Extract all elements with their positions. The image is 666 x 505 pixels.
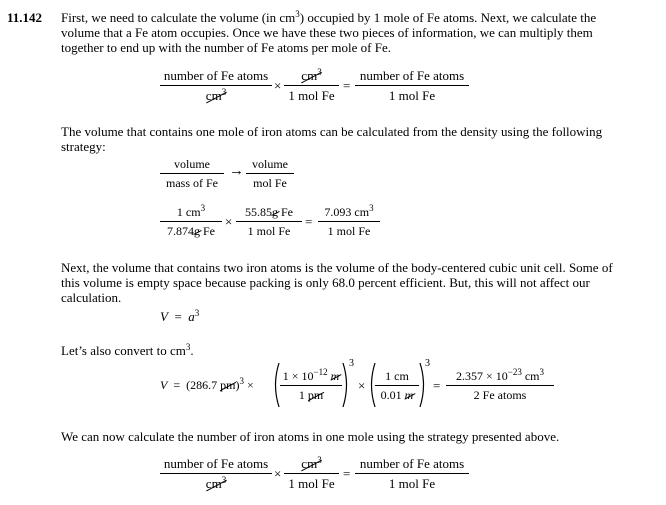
eq2-result: [318, 205, 380, 239]
eq5-f2-num-sup: 3: [317, 455, 322, 465]
strategy-a-denominator: mass of Fe: [166, 176, 218, 190]
strategy-fraction-1: [160, 157, 224, 191]
equals-symbol: =: [343, 78, 351, 93]
eq4-r-num-pre: 2.357 × 10: [455, 369, 508, 383]
intro-line-1-text: First, we need to calculate the volume (in cm: [61, 10, 296, 25]
eq4-f1-den-pre: 1: [298, 388, 308, 402]
eq4-f1-num-sup: −12: [313, 367, 328, 377]
intro-line-3: together to end up with the number of Fe atoms per mole of Fe.: [61, 40, 391, 55]
intro-line-1: [61, 10, 596, 25]
eq2-fraction-2: [236, 205, 302, 239]
para4-text: Let’s also convert to cm: [61, 343, 186, 358]
eq4-base-sup: 3: [239, 376, 244, 386]
eq4-r-num-sup: −23: [507, 367, 522, 377]
eq5-f1-den-sup: 3: [221, 475, 227, 485]
times-symbol: ×: [274, 78, 282, 93]
eq4-v: V: [160, 378, 168, 392]
eq3-lhs: V: [160, 309, 168, 324]
eq2-f2-numerator: [236, 205, 302, 221]
eq4-result: [446, 369, 554, 403]
eq5-fraction-2: [284, 456, 339, 492]
equals-symbol: =: [174, 309, 182, 324]
eq4-f1-num-pre: 1 × 10: [282, 369, 314, 383]
cancel-strike: [206, 476, 226, 492]
eq4-f2-numerator: 1 cm: [385, 369, 409, 383]
eq3-rhs: a: [188, 309, 195, 324]
eq5-f1-denominator: [160, 474, 272, 492]
eq1-f2-denominator: 1 mol Fe: [288, 88, 335, 103]
eq1-fraction-2: [284, 68, 339, 104]
eq4-f2-denominator: [375, 386, 419, 403]
para2-line-2: strategy:: [61, 139, 106, 154]
eq1-f1-denominator: [160, 86, 272, 104]
para3-line-2: this volume is empty space because packing is only 68.0 percent efficient. But, this will not affect our: [61, 275, 590, 290]
eq1-r-denominator: 1 mol Fe: [388, 88, 436, 103]
times-symbol: ×: [225, 214, 233, 229]
eq4-r-numerator: [446, 369, 554, 385]
eq4-fraction-1: [280, 369, 342, 403]
para4-sup: 3: [185, 342, 191, 352]
eq4-f1-exponent: 3: [349, 358, 354, 369]
problem-number: 11.142: [7, 10, 43, 25]
equals-symbol: =: [343, 466, 351, 481]
eq2-f1-num-sup: 3: [200, 203, 206, 213]
strategy-b-denominator: mol Fe: [253, 176, 287, 190]
eq2-f1-denominator: [160, 222, 222, 239]
cancel-strike: pm: [307, 388, 324, 402]
eq4-f1-denominator: [280, 386, 342, 403]
eq2-f2-num-post: Fe: [278, 205, 293, 219]
eq4-base-pre: (286.7: [186, 378, 221, 392]
eq1-f1-den-sup: 3: [221, 87, 227, 97]
strategy-a-numerator: volume: [174, 157, 210, 171]
eq4-r-num-unit-sup: 3: [539, 367, 545, 377]
eq4-f2-den-pre: 0.01: [380, 388, 405, 402]
eq3-rhs-sup: 3: [194, 308, 200, 318]
eq5-r-denominator: 1 mol Fe: [388, 476, 436, 491]
eq4-base-post: ): [235, 378, 240, 392]
eq5-f1-den-text: cm: [205, 476, 222, 491]
eq4-f2-exponent: 3: [425, 358, 430, 369]
strategy-b-numerator: volume: [252, 157, 288, 171]
times-symbol: ×: [274, 466, 282, 481]
eq4-r-denominator: 2 Fe atoms: [473, 388, 527, 402]
equals-symbol: =: [433, 378, 441, 393]
intro-line-2: volume that a Fe atom occupies. Once we have these two pieces of information, we can multiply them: [61, 25, 593, 40]
eq2-f1-den-post: Fe: [200, 224, 215, 238]
eq1-f2-num-sup: 3: [317, 67, 322, 77]
eq5-f2-num-text: cm: [301, 456, 318, 471]
eq2-f1-num-text: 1 cm: [176, 205, 201, 219]
cancel-strike: m: [330, 369, 340, 383]
eq5-result: [355, 456, 469, 492]
strategy-fraction-2: [246, 157, 294, 191]
cancel-strike: [206, 88, 226, 104]
eq3: [160, 309, 199, 324]
cancel-strike: g: [194, 224, 200, 238]
eq1-f2-num-text: cm: [301, 68, 318, 83]
eq2-r-numerator: [318, 205, 380, 221]
times-symbol: ×: [358, 378, 366, 393]
eq2-f1-numerator: [160, 205, 222, 221]
cancel-strike: pm: [220, 378, 236, 392]
times-symbol: ×: [246, 378, 254, 392]
eq5-f1-numerator: number of Fe atoms: [163, 456, 269, 471]
eq5-f2-numerator: [284, 456, 339, 473]
eq1-result: [355, 68, 469, 104]
cancel-strike: [301, 68, 321, 84]
eq4-fraction-2: [375, 369, 419, 403]
eq2-f2-denominator: 1 mol Fe: [247, 224, 291, 238]
eq4-lhs: [160, 378, 254, 393]
eq1-fraction-1: [160, 68, 272, 104]
eq5-fraction-1: [160, 456, 272, 492]
eq5-r-numerator: number of Fe atoms: [359, 456, 465, 471]
eq5-f2-denominator: 1 mol Fe: [288, 476, 335, 491]
para3-line-1: Next, the volume that contains two iron atoms is the volume of the body-centered cubic unit cell. Some of: [61, 260, 613, 275]
eq2-r-denominator: 1 mol Fe: [327, 224, 371, 238]
arrow-icon: →: [229, 163, 244, 179]
eq4-f1-numerator: [280, 369, 342, 385]
equals-symbol: =: [173, 378, 181, 392]
eq1-f1-den-text: cm: [205, 88, 222, 103]
intro-line-1-sup: 3: [295, 9, 300, 19]
para4: [61, 343, 194, 358]
eq4-r-num-unit: cm: [521, 369, 540, 383]
para3-line-3: calculation.: [61, 290, 122, 305]
equals-symbol: =: [305, 214, 313, 229]
para5: We can now calculate the number of iron atoms in one mole using the strategy presented above.: [61, 429, 560, 444]
eq2-r-num-text: 7.093 cm: [324, 205, 370, 219]
eq2-fraction-1: [160, 205, 222, 239]
para2-line-1: The volume that contains one mole of iron atoms can be calculated from the density using the following: [61, 124, 603, 139]
cancel-strike: [301, 456, 321, 472]
eq2-f2-num-pre: 55.85: [245, 205, 272, 219]
eq1-f2-numerator: [284, 68, 339, 85]
cancel-strike: g: [272, 205, 278, 219]
para4-end: .: [190, 343, 194, 358]
eq1-r-numerator: number of Fe atoms: [359, 68, 465, 83]
intro-line-1-end: ) occupied by 1 mole of Fe atoms. Next, we calculate the: [299, 10, 597, 25]
eq2-r-num-sup: 3: [369, 203, 374, 213]
eq2-f1-den-pre: 7.874: [167, 224, 194, 238]
cancel-strike: m: [404, 388, 414, 402]
eq1-f1-numerator: number of Fe atoms: [163, 68, 269, 83]
